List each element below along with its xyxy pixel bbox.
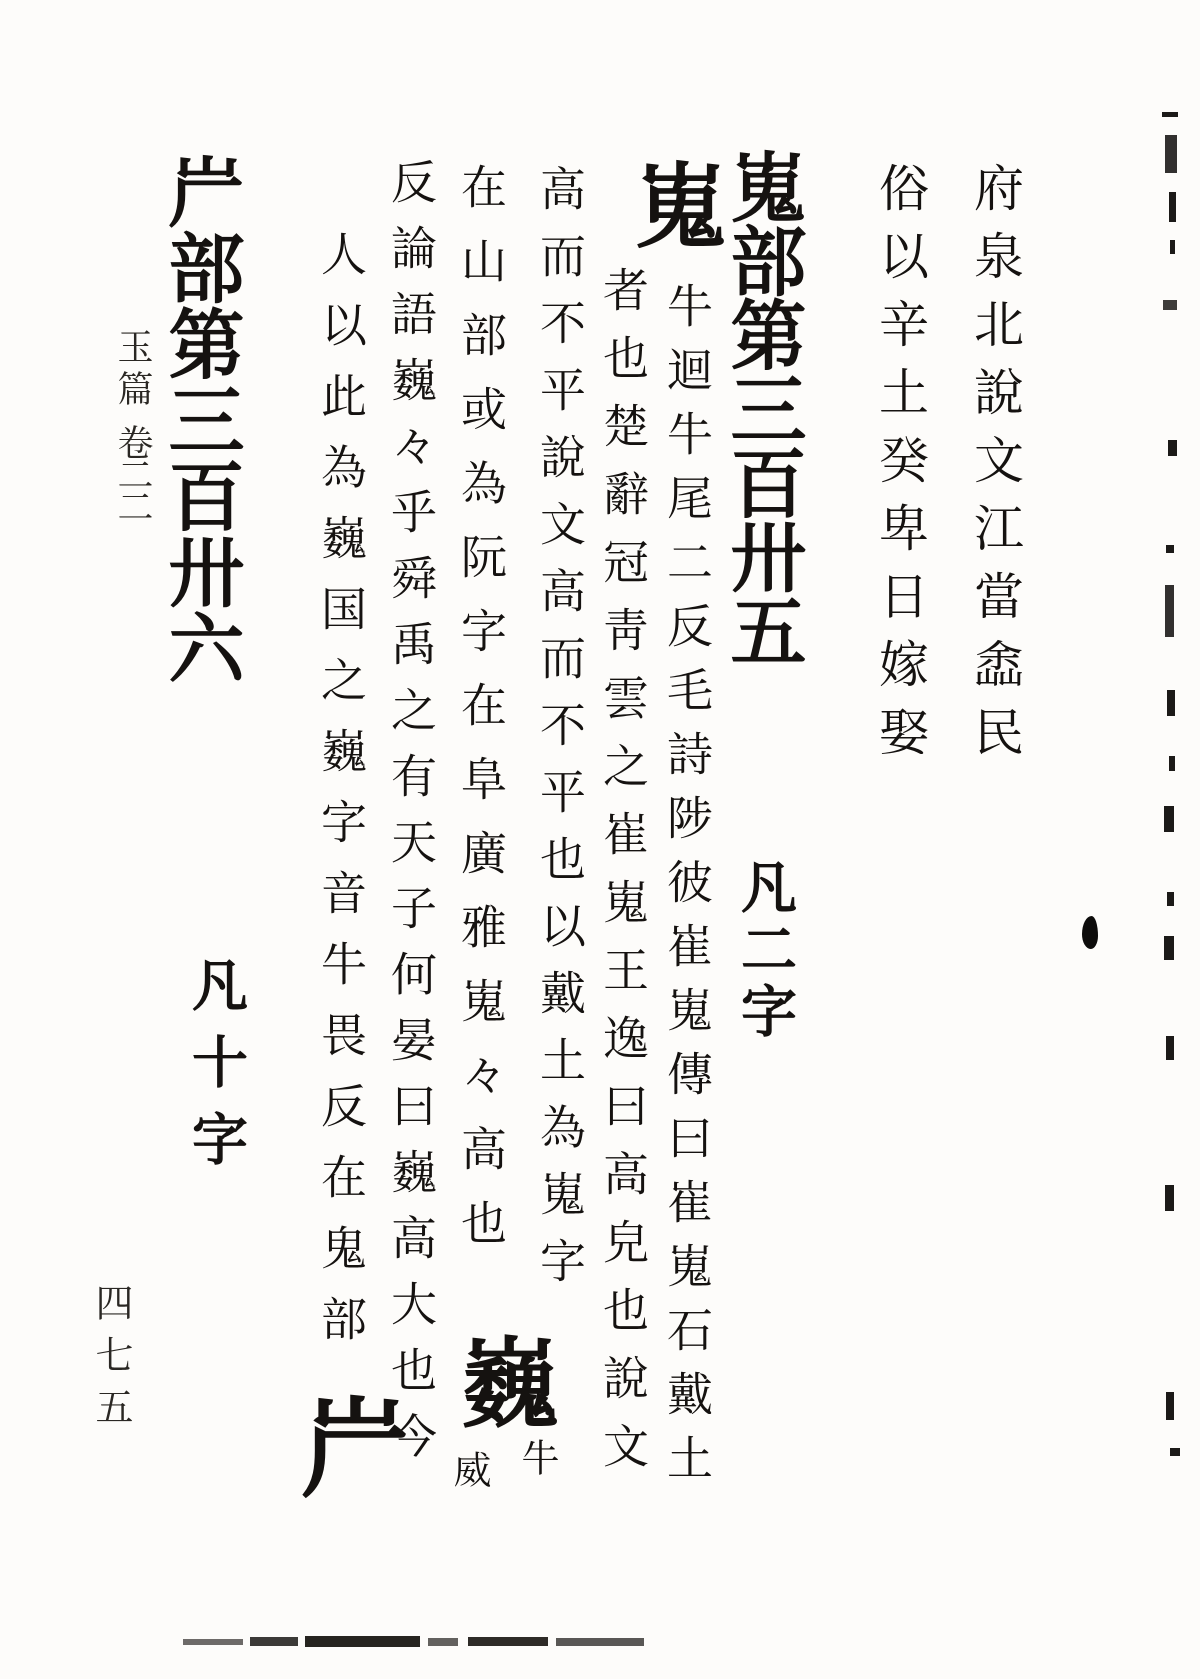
- footer-bar-segment: [468, 1637, 548, 1646]
- an-section-count: 凡十字: [183, 956, 249, 1187]
- footer-bar-segment: [428, 1638, 458, 1646]
- bleed-fragment: [1166, 545, 1174, 553]
- bleed-fragment: [1165, 585, 1174, 637]
- weiwei-gloss-right: 反論語巍々乎舜禹之有天子何晏曰巍高大也今: [384, 158, 438, 1478]
- tail-column-2: 俗以辛土癸卑日嫁娶: [871, 162, 929, 774]
- bleed-fragment: [1165, 1185, 1174, 1211]
- wei-entry-head: 嵬: [620, 158, 728, 250]
- page-number: 四七五: [89, 1283, 133, 1439]
- footer-bar-segment: [183, 1639, 243, 1645]
- ink-blob: [1082, 916, 1098, 949]
- footer-bar-segment: [556, 1638, 644, 1646]
- bleed-fragment: [1170, 1448, 1180, 1456]
- wei-section-count: 凡二字: [732, 858, 798, 1044]
- bleed-fragment: [1167, 892, 1174, 906]
- weiwei-fanqie-right: 牛: [515, 1438, 559, 1476]
- footer-bar-segment: [305, 1636, 420, 1647]
- weiwei-fanqie-left: 威: [447, 1450, 491, 1488]
- weiwei-entry-head: 巍: [444, 1332, 559, 1430]
- wei-entry-gloss-right-1: 牛迴牛尾二反毛詩陟彼崔嵬傳曰崔嵬石戴土: [660, 282, 714, 1498]
- wei-entry-gloss-left-2: 在山部或為阮字在阜廣雅嵬々高也: [454, 163, 508, 1273]
- bleed-fragment: [1162, 112, 1178, 117]
- bleed-fragment: [1165, 135, 1177, 173]
- wei-entry-gloss-left-1: 者也楚辭冠靑雲之崔嵬王逸曰高皃也說文: [596, 266, 650, 1490]
- bleed-fragment: [1170, 240, 1175, 254]
- wei-section-header: 嵬部第三百卅五: [718, 148, 807, 666]
- margin-volume: 卷二二: [112, 424, 153, 520]
- an-entry-head-char: 屵: [283, 1392, 409, 1500]
- footer-bar-segment: [250, 1637, 298, 1646]
- bleed-fragment: [1168, 440, 1177, 456]
- bleed-fragment: [1166, 1036, 1174, 1060]
- bleed-fragment: [1166, 1392, 1174, 1420]
- wei-entry-gloss-right-2: 高而不平說文高而不平也以戴土為嵬字: [533, 165, 587, 1304]
- bleed-fragment: [1169, 756, 1175, 771]
- bleed-fragment: [1164, 936, 1174, 960]
- margin-title: 玉篇: [112, 328, 153, 412]
- weiwei-gloss-left: 人以此為巍国之巍字音牛畏反在鬼部: [314, 230, 368, 1366]
- bleed-fragment: [1163, 300, 1177, 310]
- an-section-header: 屵部第三百卅六: [156, 153, 245, 685]
- bleed-fragment: [1164, 806, 1174, 832]
- bleed-fragment: [1169, 192, 1176, 222]
- bleed-fragment: [1167, 690, 1175, 716]
- tail-column-1: 府泉北說文江當嵞民: [966, 162, 1024, 774]
